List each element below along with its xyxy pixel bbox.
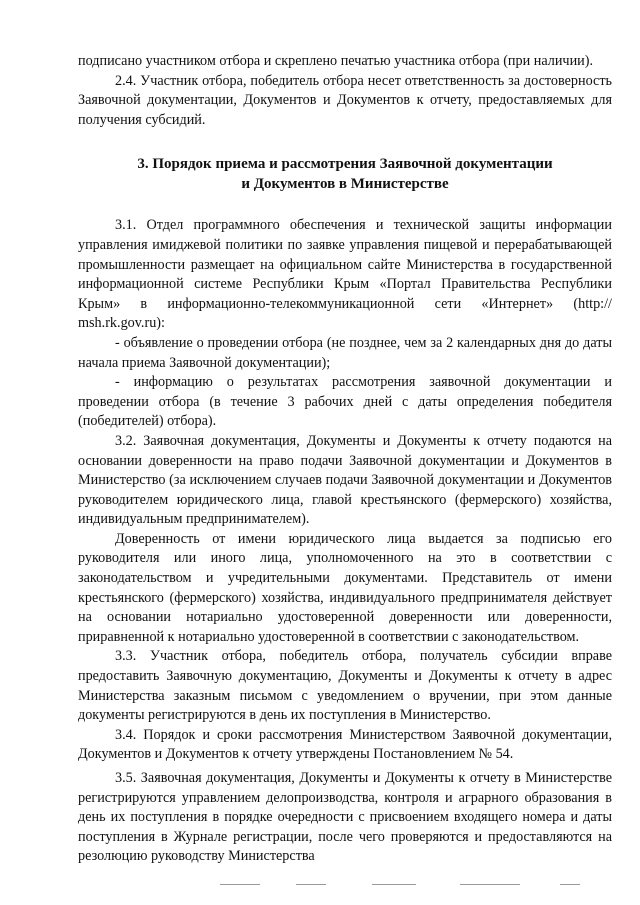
section-heading-line2: и Документов в Министерстве (241, 176, 449, 193)
scan-bottom-marks (60, 884, 600, 886)
paragraph-3-5: 3.5. Заявочная документация, Документы и Документы к отчету в Министерстве регистрируются управлением делопроизводства, контроля и аграрного образования в день их поступления в порядке очередности с присвоением входящего номера и даты поступления в Журнале регистрации, после чего проверяются и предоставляются на резолюцию руководству Министерства (78, 770, 612, 865)
section-heading (78, 154, 612, 194)
paragraph-power-of-attorney: Доверенность от имени юридического лица выдается за подписью его руководителя или иного лица, уполномоченного на это в соответствии с законодательством и учредительными документами. Представитель от имени крестьянского (фермерского) хозяйства, индивидуального предпринимателя действует на основании нотариально удостоверенной доверенности или доверенности, приравненной к нотариально удостоверенной в соответствии с законодательством. (78, 530, 612, 645)
paragraph-3-3: 3.3. Участник отбора, победитель отбора, получатель субсидии вправе предоставить Заявочную документацию, Документы и Документы к отчету в адрес Министерства заказным письмом с уведомлением о вручении, при этом данные документы регистрируются в день их поступления в Министерство. (78, 648, 612, 724)
list-item-announcement: - объявление о проведении отбора (не позднее, чем за 2 календарных дня до даты начала приема Заявочной документации); (78, 334, 612, 371)
paragraph-3-1: 3.1. Отдел программного обеспечения и технической защиты информации управления имиджевой политики по заявке управления пищевой и перерабатывающей промышленности размещает на официальном сайте Министерства в государственной информационной системе Республики Крым «Портал Правительства Республики Крым» в информационно-телекоммуникационной сети «Интернет» (http:// msh.rk.gov.ru): (78, 217, 612, 332)
list-item-results: - информацию о результатах рассмотрения заявочной документации и проведении отбора (в течение 3 рабочих дней с даты определения победителя (победителей) отбора). (78, 374, 612, 430)
paragraph-3-2: 3.2. Заявочная документация, Документы и Документы к отчету подаются на основании доверенности на право подачи Заявочной документации и Документов в Министерство (за исключением случаев подачи Заявочной документации и Документов руководителем юридического лица, главой крестьянского (фермерского) хозяйства, индивидуальным предпринимателем). (78, 432, 612, 528)
paragraph-2-4: 2.4. Участник отбора, победитель отбора несет ответственность за достоверность Заявочной документации, Документов и Документов к отчету, предоставляемых для получения субсидий. (78, 72, 612, 128)
paragraph-3-4: 3.4. Порядок и сроки рассмотрения Министерством Заявочной документации, Документов и Документов к отчету утверждены Постановлением № 54. (78, 726, 612, 763)
section-heading-line1: 3. Порядок приема и рассмотрения Заявочной документации (137, 156, 553, 173)
paragraph-continuation: подписано участником отбора и скреплено печатью участника отбора (при наличии). (78, 53, 594, 69)
